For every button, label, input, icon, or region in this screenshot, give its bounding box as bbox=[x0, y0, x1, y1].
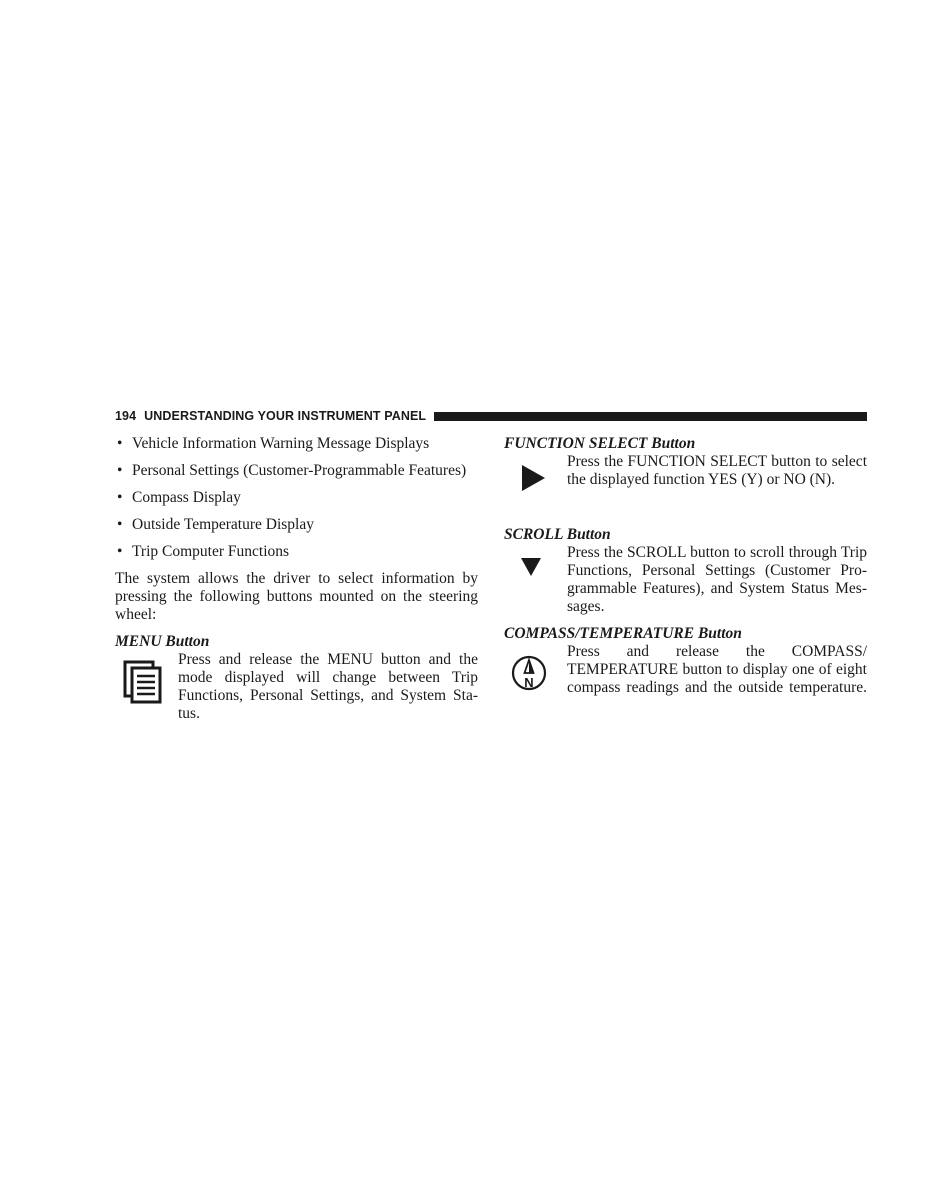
right-column bbox=[504, 435, 867, 697]
menu-line: mode displayed will change between Trip bbox=[178, 669, 478, 686]
function-select-description bbox=[567, 453, 867, 489]
compass-heading: COMPASS/TEMPERATURE Button bbox=[504, 625, 742, 642]
function-select-line: Press the FUNCTION SELECT button to select bbox=[567, 453, 867, 470]
scroll-line: Press the SCROLL button to scroll through Trip bbox=[567, 544, 867, 561]
compass-section bbox=[504, 643, 867, 697]
intro-line: wheel: bbox=[115, 606, 157, 623]
scroll-line: Functions, Personal Settings (Customer Pro- bbox=[567, 562, 867, 579]
function-select-section bbox=[504, 453, 867, 489]
scroll-description bbox=[567, 544, 867, 616]
compass-description bbox=[567, 643, 867, 697]
page-header bbox=[115, 407, 867, 425]
feature-list bbox=[115, 435, 478, 561]
compass-line: Press and release the COMPASS/ bbox=[567, 643, 867, 660]
scroll-line: sages. bbox=[567, 598, 605, 615]
play-triangle-icon bbox=[518, 463, 548, 493]
scroll-line: grammable Features), and System Status Mes- bbox=[567, 580, 867, 597]
page-number: 194 bbox=[115, 409, 137, 423]
compass-letter: N bbox=[524, 675, 534, 690]
menu-line: tus. bbox=[178, 705, 200, 722]
down-triangle-icon bbox=[519, 556, 543, 578]
menu-line: Press and release the MENU button and the bbox=[178, 651, 478, 668]
menu-button-section bbox=[115, 651, 478, 723]
list-item: • Personal Settings (Customer-Programmable Features) bbox=[115, 462, 478, 480]
function-select-heading: FUNCTION SELECT Button bbox=[504, 435, 696, 452]
section-title: UNDERSTANDING YOUR INSTRUMENT PANEL bbox=[144, 409, 427, 423]
menu-heading: MENU Button bbox=[115, 633, 210, 650]
header-rule bbox=[434, 412, 867, 421]
left-column bbox=[115, 435, 478, 723]
compass-line: TEMPERATURE button to display one of eight bbox=[567, 661, 867, 678]
menu-description bbox=[178, 651, 478, 723]
list-item: • Trip Computer Functions bbox=[115, 543, 478, 561]
intro-line: pressing the following buttons mounted on the steering bbox=[115, 588, 478, 605]
scroll-heading: SCROLL Button bbox=[504, 526, 611, 543]
menu-pages-icon bbox=[122, 661, 164, 703]
list-item: • Outside Temperature Display bbox=[115, 516, 478, 534]
function-select-line: the displayed function YES (Y) or NO (N). bbox=[567, 471, 836, 488]
menu-line: Functions, Personal Settings, and System Sta- bbox=[178, 687, 478, 704]
compass-north-icon bbox=[511, 653, 547, 693]
list-item: • Compass Display bbox=[115, 489, 478, 507]
scroll-section bbox=[504, 544, 867, 616]
intro-line: The system allows the driver to select information by bbox=[115, 570, 478, 587]
compass-line: compass readings and the outside temperature. bbox=[567, 679, 867, 696]
intro-paragraph bbox=[115, 570, 478, 624]
list-item: • Vehicle Information Warning Message Displays bbox=[115, 435, 478, 453]
